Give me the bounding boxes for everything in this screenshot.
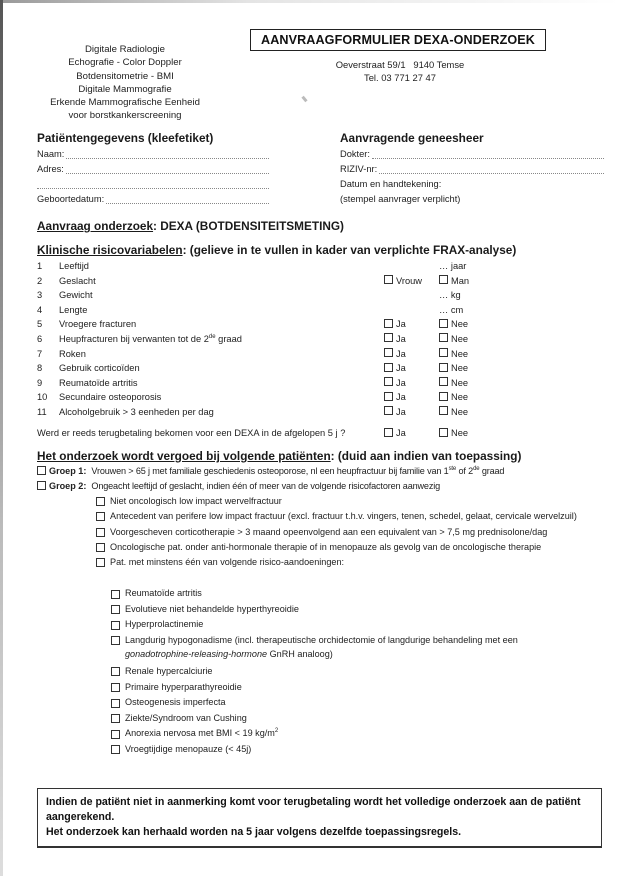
option-label: Ja (396, 348, 406, 359)
checkbox[interactable] (384, 319, 393, 328)
option-label: Ja (396, 428, 406, 438)
option-label: Ja (396, 377, 406, 388)
option-label: Ja (396, 406, 406, 417)
risk-variable-label (59, 332, 242, 347)
option-label: … jaar (439, 261, 467, 271)
checkbox[interactable] (111, 699, 120, 708)
patient-birthdate-field[interactable] (37, 192, 269, 207)
value-field[interactable] (439, 259, 466, 274)
checkbox[interactable] (384, 348, 393, 357)
condition-label: Renale hypercalciurie (125, 665, 213, 676)
risk-variable-label (59, 376, 138, 391)
prior-refund-no[interactable] (439, 426, 468, 440)
condition-item[interactable] (111, 742, 606, 757)
option-label: Nee (451, 428, 469, 438)
clinic-services (30, 43, 220, 123)
option-label: Nee (451, 348, 469, 359)
checkbox[interactable] (384, 363, 393, 372)
option-yes[interactable] (384, 405, 406, 420)
option-no[interactable] (439, 361, 468, 376)
group-1-description (91, 464, 609, 478)
scan-edge-top (0, 0, 619, 3)
checkbox[interactable] (439, 348, 448, 357)
option-no[interactable] (439, 274, 469, 289)
option-no[interactable] (439, 390, 468, 405)
group-2-option[interactable] (37, 479, 609, 493)
risk-variable-text: Reumatoïde artritis (59, 377, 138, 388)
risk-variable-text: Gebruik corticoïden (59, 363, 140, 374)
condition-item[interactable] (111, 664, 606, 679)
checkbox[interactable] (96, 497, 105, 506)
checkbox[interactable] (111, 745, 120, 754)
checkbox[interactable] (111, 683, 120, 692)
risk-variable-row (37, 274, 477, 289)
condition-item[interactable] (111, 602, 606, 617)
checkbox[interactable] (384, 406, 393, 415)
risk-variable-label (59, 259, 89, 274)
option-label: Ja (396, 333, 406, 344)
clinic-line: voor borstkankerscreening (68, 110, 182, 122)
checkbox[interactable] (384, 275, 393, 284)
checkbox[interactable] (384, 392, 393, 401)
option-label: Nee (451, 406, 469, 417)
checkbox[interactable] (96, 558, 105, 567)
risk-factor-item[interactable] (96, 540, 606, 554)
exam-request-label: Aanvraag onderzoek (37, 219, 154, 233)
risk-variable-row (37, 259, 477, 274)
risk-variable-label (59, 317, 136, 332)
risk-variable-row (37, 288, 477, 303)
risk-conditions-list (111, 586, 606, 757)
clinic-contact (300, 58, 500, 84)
group-1-text: graad (479, 466, 505, 476)
condition-label: Langdurig hypogonadisme (incl. therapeutische orchidectomie of langdurige behandeling met een (125, 634, 518, 645)
condition-label: Reumatoïde artritis (125, 588, 202, 598)
option-yes[interactable] (384, 376, 406, 391)
doctor-name-field[interactable] (340, 147, 604, 162)
group-1-checkbox[interactable] (37, 466, 46, 475)
condition-item[interactable] (111, 586, 606, 601)
option-yes[interactable] (384, 317, 406, 332)
row-number: 11 (37, 406, 47, 417)
checkbox[interactable] (96, 528, 105, 537)
superscript: ste (448, 465, 457, 472)
option-yes[interactable] (384, 332, 406, 347)
clinical-risk-note: : (gelieve in te vullen in kader van verplichte FRAX-analyse) (182, 243, 517, 257)
group-1-label-wrap: Groep 1: (37, 464, 91, 478)
condition-label-italic: gonadotrophine-releasing-hormone (125, 649, 268, 660)
reimbursement-notice (37, 788, 602, 848)
condition-item[interactable] (111, 617, 606, 632)
condition-item[interactable] (111, 695, 606, 710)
option-label: Ja (396, 363, 406, 374)
reimbursement-note: : (duid aan indien van toepassing) (330, 449, 522, 463)
risk-variable-row (37, 303, 477, 318)
checkbox[interactable] (111, 667, 120, 676)
risk-variable-label (59, 347, 86, 362)
group-2-label-wrap: Groep 2: (37, 479, 91, 493)
condition-item[interactable] (111, 680, 606, 695)
condition-label: GnRH analoog) (267, 649, 333, 660)
condition-label: Vroegtijdige menopauze (< 45j) (125, 743, 252, 754)
risk-variable-text: Geslacht (59, 275, 96, 286)
condition-item[interactable] (111, 633, 606, 662)
group-2-label: Groep 2 (49, 481, 84, 491)
patient-address-input-2[interactable] (37, 177, 269, 192)
patient-name-label: Naam: (37, 149, 65, 159)
checkbox[interactable] (384, 428, 393, 437)
checkbox[interactable] (111, 714, 120, 723)
risk-factor-label: Pat. met minstens één van volgende risico-aandoeningen: (110, 557, 345, 567)
checkbox[interactable] (111, 636, 120, 645)
risk-variable-row (37, 317, 477, 332)
group-2-risk-factors (96, 494, 606, 569)
option-no[interactable] (439, 376, 468, 391)
option-no[interactable] (439, 332, 468, 347)
patient-section-title: Patiëntengegevens (kleefetiket) (37, 131, 214, 145)
risk-variable-text: Roken (59, 348, 86, 359)
risk-factor-label: Niet oncologisch low impact wervelfractuur (110, 496, 282, 506)
risk-variable-label (59, 303, 87, 318)
checkbox[interactable] (384, 333, 393, 342)
clinical-risk-label: Klinische risicovariabelen (37, 243, 183, 257)
value-field[interactable] (439, 288, 461, 303)
risk-variable-row (37, 405, 477, 420)
patient-section (37, 131, 269, 207)
row-number: 2 (37, 275, 43, 286)
option-label: Nee (451, 319, 469, 330)
patient-address-input[interactable] (66, 162, 269, 177)
risk-variable-label (59, 274, 96, 289)
group-1-label: Groep 1 (49, 466, 84, 476)
row-number: 1 (37, 261, 43, 271)
clinic-line: Digitale Mammografie (78, 83, 172, 95)
risk-factor-label: Voorgescheven corticotherapie > 3 maand opeenvolgend aan een equivalent van > 7,5 mg prednisolone/dag (110, 527, 548, 537)
checkbox[interactable] (111, 621, 120, 630)
risk-factor-label: Antecedent van perifere low impact fractuur (excl. fractuur t.h.v. vingers, tenen, schedel, gelaat, cervicale wervelzuil) (110, 511, 577, 521)
group-1-option[interactable] (37, 464, 609, 478)
option-label: … cm (439, 304, 464, 315)
checkbox[interactable] (439, 275, 448, 284)
row-number: 3 (37, 290, 43, 301)
reimbursement-heading (37, 449, 521, 463)
row-number: 4 (37, 304, 43, 315)
risk-variable-text: graad (215, 333, 242, 344)
row-number: 5 (37, 319, 43, 330)
clinic-line: Digitale Radiologie (85, 44, 165, 55)
risk-variable-row (37, 332, 477, 347)
risk-factor-label: Oncologische pat. onder anti-hormonale therapie of in menopauze als gevolg van de oncologische therapie (110, 542, 542, 552)
reimbursement-label: Het onderzoek wordt vergoed bij volgende patiënten (37, 449, 331, 463)
value-field[interactable] (439, 303, 463, 318)
clinic-phone: Tel. 03 771 27 47 (364, 72, 436, 83)
riziv-field[interactable] (340, 162, 604, 177)
condition-item[interactable] (111, 726, 606, 741)
risk-variable-row (37, 361, 477, 376)
clinical-risk-heading (37, 243, 516, 257)
riziv-input[interactable] (379, 162, 604, 177)
checkbox[interactable] (439, 406, 448, 415)
risk-variable-text: Vroegere fracturen (59, 319, 137, 330)
checkbox[interactable] (439, 333, 448, 342)
stamp-note: (stempel aanvrager verplicht) (340, 194, 461, 204)
risk-factor-item[interactable] (96, 555, 606, 569)
superscript: de (473, 465, 480, 472)
row-number: 6 (37, 333, 43, 344)
patient-name-field[interactable] (37, 147, 269, 162)
checkbox[interactable] (439, 377, 448, 386)
condition-label: Osteogenesis imperfecta (125, 697, 226, 708)
risk-variable-row (37, 347, 477, 362)
option-label: Ja (396, 392, 406, 403)
checkbox[interactable] (439, 392, 448, 401)
clinic-line: Echografie - Color Doppler (68, 57, 182, 69)
row-number: 7 (37, 348, 43, 359)
prior-refund-yes[interactable] (384, 426, 406, 440)
risk-variable-label (59, 390, 161, 405)
option-yes[interactable] (384, 274, 422, 289)
risk-variable-text: Leeftijd (59, 261, 89, 271)
patient-address-field-2[interactable] (37, 177, 269, 192)
risk-variables-table (37, 259, 477, 420)
row-number: 10 (37, 392, 48, 403)
patient-address-field[interactable] (37, 162, 269, 177)
exam-request (37, 219, 344, 233)
risk-variable-label (59, 288, 93, 303)
checkbox[interactable] (384, 377, 393, 386)
prior-refund-question (37, 426, 497, 440)
scan-speck (301, 96, 307, 103)
option-label: Vrouw (396, 275, 423, 286)
condition-label: Primaire hyperparathyreoidie (125, 681, 242, 692)
superscript: 2 (274, 728, 279, 735)
notice-line-1: Indien de patiënt niet in aanmerking komt voor terugbetaling wordt het volledige onderzoek aan de patiënt aangerekend. (46, 796, 581, 823)
checkbox[interactable] (111, 730, 120, 739)
checkbox[interactable] (111, 605, 120, 614)
risk-factor-item[interactable] (96, 509, 580, 523)
checkbox[interactable] (439, 363, 448, 372)
option-label: Nee (451, 363, 469, 374)
checkbox[interactable] (439, 319, 448, 328)
option-no[interactable] (439, 405, 468, 420)
risk-variable-text: Alcoholgebruik > 3 eenheden per dag (59, 406, 214, 417)
risk-factor-item[interactable] (96, 525, 606, 539)
condition-label: Ziekte/Syndroom van Cushing (125, 712, 247, 723)
checkbox[interactable] (96, 512, 105, 521)
risk-variable-text: Gewicht (59, 290, 93, 301)
doctor-name-input[interactable] (372, 147, 604, 162)
superscript: de (208, 333, 216, 340)
option-no[interactable] (439, 347, 468, 362)
condition-label: Evolutieve niet behandelde hyperthyreoidie (125, 603, 299, 614)
option-label: Nee (451, 333, 469, 344)
patient-name-input[interactable] (66, 147, 269, 162)
patient-birthdate-label: Geboortedatum: (37, 194, 105, 204)
clinic-line: Erkende Mammografische Eenheid (50, 97, 200, 109)
patient-address-label: Adres: (37, 164, 64, 174)
risk-variable-text: Lengte (59, 304, 88, 315)
risk-variable-text: Heupfracturen bij verwanten tot de 2 (59, 333, 209, 344)
risk-variable-row (37, 390, 477, 405)
doctor-section (340, 131, 604, 207)
doctor-name-label: Dokter: (340, 149, 370, 159)
condition-label: Anorexia nervosa met BMI < 19 kg/m (125, 728, 275, 739)
option-yes[interactable] (384, 390, 406, 405)
group-1-text: Vrouwen > 65 j met familiale geschiedenis osteoporose, nl een heupfractuur bij familie van 1 (91, 466, 449, 476)
clinic-line: Botdensitometrie - BMI (76, 70, 174, 82)
group-2-description: Ongeacht leeftijd of geslacht, indien één of meer van de volgende risicofactoren aanwezig (91, 481, 441, 491)
checkbox[interactable] (96, 543, 105, 552)
condition-item[interactable] (111, 711, 606, 726)
condition-label: Hyperprolactinemie (125, 619, 204, 630)
doctor-section-title: Aanvragende geneesheer (340, 131, 484, 145)
prior-refund-text: Werd er reeds terugbetaling bekomen voor een DEXA in de afgelopen 5 j ? (37, 428, 346, 438)
row-number: 9 (37, 377, 43, 388)
notice-line-2: Het onderzoek kan herhaald worden na 5 jaar volgens dezelfde toepassingsregels. (46, 826, 462, 838)
option-label: Man (451, 275, 470, 286)
risk-variable-label (59, 361, 140, 376)
riziv-label: RIZIV-nr: (340, 164, 378, 174)
option-label: Nee (451, 392, 469, 403)
option-yes[interactable] (384, 361, 406, 376)
risk-variable-label (59, 405, 214, 420)
checkbox[interactable] (439, 428, 448, 437)
risk-variable-text: Secundaire osteoporosis (59, 392, 162, 403)
option-no[interactable] (439, 317, 468, 332)
form-title: AANVRAAGFORMULIER DEXA-ONDERZOEK (250, 29, 546, 51)
option-yes[interactable] (384, 347, 406, 362)
risk-factor-item[interactable] (96, 494, 606, 508)
group-1-text: of 2 (456, 466, 474, 476)
patient-birthdate-input[interactable] (106, 192, 269, 207)
row-number: 8 (37, 363, 43, 374)
checkbox[interactable] (111, 590, 120, 599)
date-signature-label: Datum en handtekening: (340, 179, 442, 189)
scan-edge-left (0, 0, 3, 876)
option-label: Nee (451, 377, 469, 388)
option-label: Ja (396, 319, 406, 330)
risk-variable-row (37, 376, 477, 391)
exam-request-value: : DEXA (BOTDENSITEITSMETING) (153, 219, 344, 233)
option-label: … kg (439, 290, 461, 301)
group-2-checkbox[interactable] (37, 481, 46, 490)
clinic-address: Oeverstraat 59/1 9140 Temse (335, 59, 465, 70)
